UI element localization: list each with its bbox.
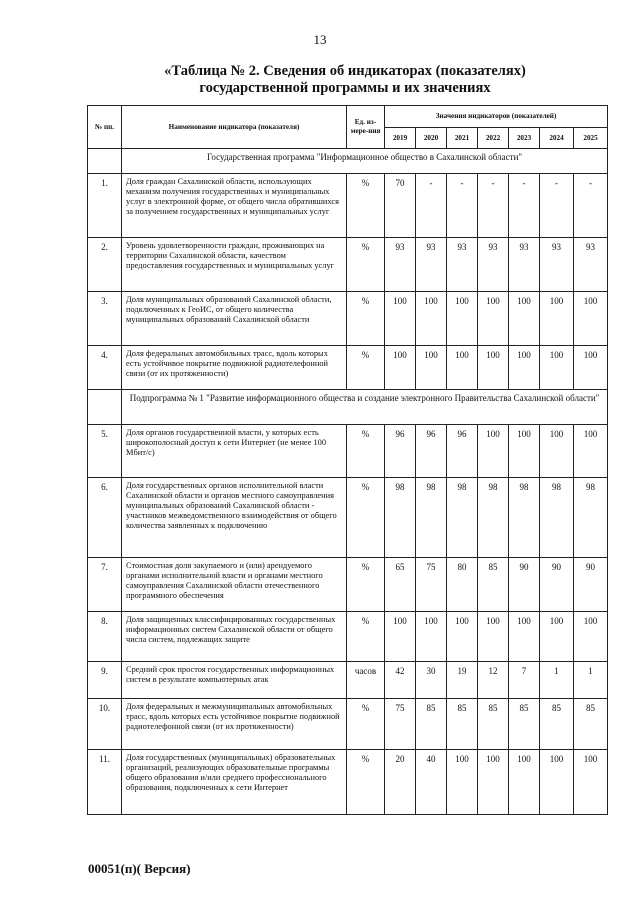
indicator-value: 96 bbox=[385, 425, 416, 478]
indicator-value: 100 bbox=[540, 612, 574, 662]
subprogram-row bbox=[88, 390, 608, 425]
indicator-value: 100 bbox=[509, 425, 540, 478]
indicator-value: 100 bbox=[540, 292, 574, 346]
indicator-value: 96 bbox=[447, 425, 478, 478]
header-year: 2020 bbox=[416, 128, 447, 149]
indicator-value: 100 bbox=[574, 346, 608, 390]
header-year: 2023 bbox=[509, 128, 540, 149]
indicator-unit: % bbox=[347, 425, 385, 478]
row-number: 3. bbox=[88, 292, 122, 346]
header-year: 2025 bbox=[574, 128, 608, 149]
row-number: 11. bbox=[88, 750, 122, 815]
indicator-value: 100 bbox=[540, 346, 574, 390]
indicator-value: 1 bbox=[574, 662, 608, 699]
indicator-value: 90 bbox=[574, 558, 608, 612]
indicator-value: 30 bbox=[416, 662, 447, 699]
indicator-value: 98 bbox=[385, 478, 416, 558]
indicators-table bbox=[87, 105, 608, 815]
indicator-value: 65 bbox=[385, 558, 416, 612]
indicator-value: 85 bbox=[509, 699, 540, 750]
indicator-name: Стоимостная доля закупаемого и (или) арендуемого органами исполнительной власти и органами местного самоуправления Сахалинской области отечественного программного обеспечения bbox=[122, 558, 347, 612]
table-row bbox=[88, 699, 608, 750]
indicator-value: 85 bbox=[416, 699, 447, 750]
indicator-value: 93 bbox=[416, 238, 447, 292]
indicator-value: 100 bbox=[385, 292, 416, 346]
row-number: 5. bbox=[88, 425, 122, 478]
indicator-value: 100 bbox=[416, 292, 447, 346]
indicator-unit: % bbox=[347, 478, 385, 558]
indicator-unit: % bbox=[347, 346, 385, 390]
indicator-value: 100 bbox=[416, 346, 447, 390]
header-year: 2022 bbox=[478, 128, 509, 149]
indicator-value: 19 bbox=[447, 662, 478, 699]
indicator-value: 93 bbox=[574, 238, 608, 292]
table-row bbox=[88, 662, 608, 699]
indicator-value: 100 bbox=[509, 750, 540, 815]
indicator-name: Доля федеральных и межмуниципальных автомобильных трасс, вдоль которых есть устойчивое покрытие подвижной радиотелефонной связи (от их протяженности) bbox=[122, 699, 347, 750]
indicator-value: 20 bbox=[385, 750, 416, 815]
indicator-name: Доля федеральных автомобильных трасс, вдоль которых есть устойчивое покрытие подвижной радиотелефонной связи (от их протяженности) bbox=[122, 346, 347, 390]
table-row bbox=[88, 292, 608, 346]
program-num-cell bbox=[88, 149, 122, 174]
table-row bbox=[88, 174, 608, 238]
header-year: 2024 bbox=[540, 128, 574, 149]
table-row bbox=[88, 346, 608, 390]
indicator-value: 85 bbox=[478, 699, 509, 750]
indicator-value: 100 bbox=[540, 750, 574, 815]
indicator-value: 98 bbox=[540, 478, 574, 558]
row-number: 10. bbox=[88, 699, 122, 750]
subprogram-title: Подпрограмма № 1 "Развитие информационного общества и создание электронного Правительства Сахалинской области" bbox=[122, 390, 608, 425]
indicator-value: 100 bbox=[447, 346, 478, 390]
indicator-value: 1 bbox=[540, 662, 574, 699]
indicator-name: Доля органов государственной власти, у которых есть широкополосный доступ к сети Интернет (не менее 100 Мбит/с) bbox=[122, 425, 347, 478]
indicator-value: 98 bbox=[416, 478, 447, 558]
indicator-value: 100 bbox=[574, 292, 608, 346]
indicator-value: 100 bbox=[478, 346, 509, 390]
indicator-name: Средний срок простоя государственных информационных систем в результате компьютерных атак bbox=[122, 662, 347, 699]
indicator-unit: % bbox=[347, 238, 385, 292]
indicator-unit: % bbox=[347, 174, 385, 238]
indicator-value: - bbox=[509, 174, 540, 238]
footer-code: 00051(п)( Версия) bbox=[88, 861, 191, 876]
table-row bbox=[88, 238, 608, 292]
indicator-value: 12 bbox=[478, 662, 509, 699]
indicator-unit: % bbox=[347, 292, 385, 346]
indicator-unit: часов bbox=[347, 662, 385, 699]
indicator-value: 90 bbox=[509, 558, 540, 612]
indicator-value: - bbox=[416, 174, 447, 238]
indicator-value: 40 bbox=[416, 750, 447, 815]
indicator-value: - bbox=[478, 174, 509, 238]
table-row bbox=[88, 612, 608, 662]
indicator-value: 98 bbox=[574, 478, 608, 558]
indicator-value: 100 bbox=[540, 425, 574, 478]
indicator-value: 98 bbox=[509, 478, 540, 558]
indicator-value: 100 bbox=[385, 612, 416, 662]
indicator-value: 90 bbox=[540, 558, 574, 612]
program-row bbox=[88, 149, 608, 174]
page-number: 13 bbox=[313, 32, 327, 47]
indicator-value: 100 bbox=[416, 612, 447, 662]
indicator-value: 100 bbox=[478, 612, 509, 662]
row-number: 6. bbox=[88, 478, 122, 558]
indicator-value: 100 bbox=[509, 346, 540, 390]
indicator-value: 75 bbox=[416, 558, 447, 612]
indicator-value: 7 bbox=[509, 662, 540, 699]
row-number: 8. bbox=[88, 612, 122, 662]
table-row bbox=[88, 478, 608, 558]
indicator-value: - bbox=[574, 174, 608, 238]
table-row bbox=[88, 750, 608, 815]
indicator-name: Доля защищенных классифицированных государственных информационных систем Сахалинской области от общего числа систем, подлежащих защите bbox=[122, 612, 347, 662]
row-number: 2. bbox=[88, 238, 122, 292]
indicator-value: 98 bbox=[478, 478, 509, 558]
table-row bbox=[88, 425, 608, 478]
indicator-value: 80 bbox=[447, 558, 478, 612]
indicator-value: 100 bbox=[509, 292, 540, 346]
row-number: 7. bbox=[88, 558, 122, 612]
indicator-name: Уровень удовлетворенности граждан, проживающих на территории Сахалинской области, качеством предоставления государственных и муниципальных услуг bbox=[122, 238, 347, 292]
indicator-value: 85 bbox=[478, 558, 509, 612]
row-number: 9. bbox=[88, 662, 122, 699]
subprogram-num-cell bbox=[88, 390, 122, 425]
indicator-value: 93 bbox=[478, 238, 509, 292]
indicator-value: 85 bbox=[447, 699, 478, 750]
table-row bbox=[88, 558, 608, 612]
indicator-unit: % bbox=[347, 558, 385, 612]
indicator-value: 70 bbox=[385, 174, 416, 238]
indicator-value: 100 bbox=[574, 612, 608, 662]
indicator-unit: % bbox=[347, 699, 385, 750]
indicator-value: 100 bbox=[574, 425, 608, 478]
indicator-value: 42 bbox=[385, 662, 416, 699]
row-number: 4. bbox=[88, 346, 122, 390]
header-values: Значения индикаторов (показателей) bbox=[385, 106, 608, 128]
indicator-unit: % bbox=[347, 750, 385, 815]
indicator-value: 100 bbox=[478, 425, 509, 478]
indicator-value: 100 bbox=[385, 346, 416, 390]
indicator-name: Доля муниципальных образований Сахалинской области, подключенных к ГеоИС, от общего количества муниципальных образований Сахалинской области bbox=[122, 292, 347, 346]
indicator-name: Доля граждан Сахалинской области, использующих механизм получения государственных и муниципальных услуг в электронной форме, от общего числа обратившихся за получением государственных и муниципальных услуг bbox=[122, 174, 347, 238]
indicator-value: 75 bbox=[385, 699, 416, 750]
indicator-value: 98 bbox=[447, 478, 478, 558]
indicator-value: 85 bbox=[574, 699, 608, 750]
indicator-value: 93 bbox=[540, 238, 574, 292]
indicator-value: 100 bbox=[447, 612, 478, 662]
header-name: Наименование индикатора (показателя) bbox=[122, 106, 347, 149]
indicator-name: Доля государственных (муниципальных) образовательных организаций, реализующих образовательные программы общего образования и/или среднего профессионального образования, подключенных к сети Интернет bbox=[122, 750, 347, 815]
indicator-value: 93 bbox=[385, 238, 416, 292]
header-unit: Ед. из-мере-ния bbox=[347, 106, 385, 149]
indicator-value: 93 bbox=[509, 238, 540, 292]
indicator-value: 100 bbox=[478, 750, 509, 815]
program-title: Государственная программа "Информационное общество в Сахалинской области" bbox=[122, 149, 608, 174]
indicator-value: 96 bbox=[416, 425, 447, 478]
indicator-value: 100 bbox=[447, 750, 478, 815]
indicator-value: 100 bbox=[509, 612, 540, 662]
header-year: 2019 bbox=[385, 128, 416, 149]
indicator-unit: % bbox=[347, 612, 385, 662]
indicator-value: 85 bbox=[540, 699, 574, 750]
row-number: 1. bbox=[88, 174, 122, 238]
indicator-value: - bbox=[540, 174, 574, 238]
indicator-value: 100 bbox=[574, 750, 608, 815]
indicator-value: - bbox=[447, 174, 478, 238]
indicator-name: Доля государственных органов исполнительной власти Сахалинской области и органов местного самоуправления муниципальных образований Сахалинской области - участников межведомственного взаимодействия от общего количества заявленных к подключению bbox=[122, 478, 347, 558]
table-title: «Таблица № 2. Сведения об индикаторах (показателях) государственной программы и их значениях bbox=[164, 63, 526, 96]
header-num: № пп. bbox=[88, 106, 122, 149]
indicator-value: 93 bbox=[447, 238, 478, 292]
indicator-value: 100 bbox=[478, 292, 509, 346]
indicator-value: 100 bbox=[447, 292, 478, 346]
header-year: 2021 bbox=[447, 128, 478, 149]
